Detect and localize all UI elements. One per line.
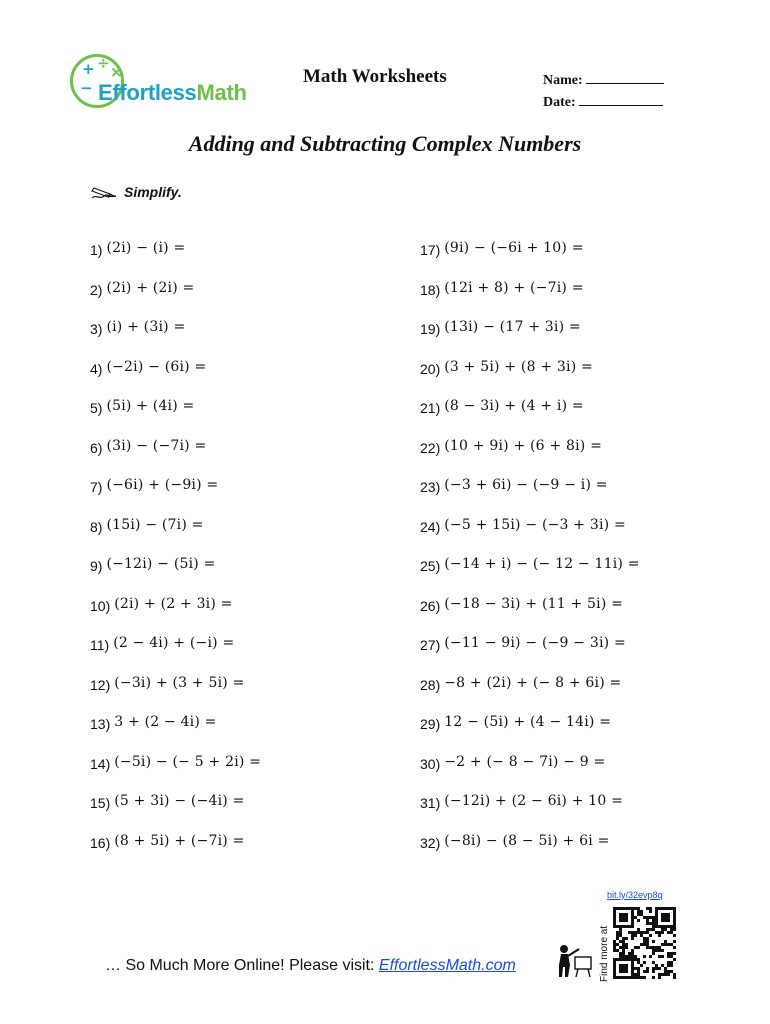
- qr-code-icon[interactable]: [613, 907, 676, 979]
- problem-item: [420, 438, 640, 478]
- problem-item: [90, 675, 261, 715]
- pencil-writing-icon: [90, 185, 118, 201]
- problem-item: [420, 635, 640, 675]
- problem-number: 15): [90, 795, 111, 811]
- name-label: Name:: [543, 73, 583, 88]
- problem-number: 23): [420, 479, 441, 495]
- problem-number: 1): [90, 242, 103, 258]
- date-blank: [579, 94, 663, 106]
- problem-item: [90, 240, 261, 280]
- problem-expression: (2i) − (i) =: [106, 240, 186, 256]
- problem-number: 2): [90, 281, 103, 298]
- problem-expression: (−12i) − (5i) =: [106, 556, 216, 572]
- problem-number: 4): [90, 360, 103, 377]
- problem-item: [90, 793, 261, 833]
- problem-number: 6): [90, 439, 103, 456]
- times-icon: ×: [110, 63, 123, 81]
- problem-item: [420, 359, 640, 399]
- problem-number: 21): [420, 400, 441, 416]
- problem-item: [90, 477, 261, 517]
- problem-expression: (−12i) + (2 − 6i) + 10 =: [444, 793, 624, 809]
- logo-text: EffortlessMath: [98, 80, 247, 105]
- problem-expression: (3 + 5i) + (8 + 3i) =: [444, 358, 593, 375]
- minus-icon: −: [80, 79, 93, 97]
- problem-number: 3): [90, 321, 103, 337]
- problem-item: [90, 280, 261, 320]
- problem-number: 5): [90, 400, 103, 416]
- problem-expression: (15i) − (7i) =: [106, 516, 204, 533]
- problem-number: 20): [420, 360, 441, 377]
- problem-expression: (12i + 8) + (−7i) =: [444, 279, 584, 296]
- problem-expression: 12 − (5i) + (4 − 14i) =: [444, 714, 612, 730]
- problem-expression: (−8i) − (8 − 5i) + 6i =: [444, 832, 610, 849]
- problem-number: 22): [420, 439, 441, 456]
- problem-expression: (−14 + i) − (− 12 − 11i) =: [444, 556, 640, 572]
- problem-expression: (2i) + (2 + 3i) =: [114, 595, 233, 612]
- date-field: [543, 94, 663, 111]
- problem-expression: −8 + (2i) + (− 8 + 6i) =: [444, 674, 622, 691]
- problem-item: [90, 517, 261, 557]
- problem-number: 26): [420, 597, 441, 614]
- name-field: [543, 72, 664, 89]
- problem-number: 29): [420, 716, 441, 732]
- problem-item: [90, 714, 261, 754]
- problem-number: 24): [420, 518, 441, 535]
- problem-item: [420, 675, 640, 715]
- footer-link[interactable]: EffortlessMath.com: [378, 957, 516, 974]
- problem-expression: (−2i) − (6i) =: [106, 358, 207, 375]
- problem-expression: (−5 + 15i) − (−3 + 3i) =: [444, 516, 626, 533]
- problem-number: 28): [420, 676, 441, 693]
- problem-item: [420, 754, 640, 794]
- problem-expression: (−3i) + (3 + 5i) =: [114, 674, 245, 691]
- problem-number: 25): [420, 558, 441, 574]
- footer-text: … So Much More Online! Please visit:: [105, 957, 379, 974]
- problem-number: 13): [90, 716, 111, 732]
- problem-number: 8): [90, 518, 103, 535]
- problem-number: 31): [420, 795, 441, 811]
- problem-expression: (5 + 3i) − (−4i) =: [114, 793, 245, 809]
- problem-expression: (2i) + (2i) =: [106, 279, 195, 296]
- problem-expression: (−5i) − (− 5 + 2i) =: [114, 753, 262, 770]
- problem-expression: (−18 − 3i) + (11 + 5i) =: [444, 595, 624, 612]
- problem-item: [420, 280, 640, 320]
- problem-expression: (−6i) + (−9i) =: [106, 477, 219, 493]
- problem-expression: −2 + (− 8 − 7i) − 9 =: [444, 753, 606, 770]
- divide-icon: ÷: [97, 54, 110, 72]
- problem-item: [90, 596, 261, 636]
- problem-number: 11): [90, 637, 110, 653]
- problem-item: [420, 833, 640, 873]
- problem-number: 32): [420, 834, 441, 851]
- problem-item: [420, 556, 640, 596]
- problem-number: 9): [90, 558, 103, 574]
- short-link[interactable]: bit.ly/32evp8q: [607, 890, 663, 900]
- problem-number: 18): [420, 281, 441, 298]
- problem-item: [420, 517, 640, 557]
- problem-expression: (2 − 4i) + (−i) =: [113, 635, 235, 651]
- instruction: [90, 184, 182, 201]
- problem-number: 16): [90, 834, 111, 851]
- worksheet-title: Math Worksheets: [303, 66, 447, 87]
- footer: [105, 957, 516, 975]
- instruction-text: Simplify.: [124, 184, 182, 200]
- date-label: Date:: [543, 95, 576, 110]
- problem-number: 12): [90, 676, 111, 693]
- problem-item: [90, 754, 261, 794]
- problem-number: 19): [420, 321, 441, 337]
- problem-expression: (i) + (3i) =: [106, 319, 186, 335]
- problem-item: [420, 793, 640, 833]
- problem-expression: (13i) − (17 + 3i) =: [444, 319, 581, 335]
- name-blank: [586, 72, 664, 84]
- problem-item: [90, 833, 261, 873]
- problem-item: [90, 398, 261, 438]
- problem-expression: (9i) − (−6i + 10) =: [444, 240, 584, 256]
- problem-item: [90, 438, 261, 478]
- problem-item: [420, 596, 640, 636]
- problem-number: 10): [90, 597, 111, 614]
- problems-right-column: [420, 240, 640, 872]
- presenter-icon: [553, 943, 593, 979]
- problem-item: [90, 556, 261, 596]
- problem-item: [90, 359, 261, 399]
- problem-item: [420, 714, 640, 754]
- effortless-math-logo: [70, 54, 255, 112]
- problem-expression: (5i) + (4i) =: [106, 398, 195, 414]
- problem-expression: (−3 + 6i) − (−9 − i) =: [444, 477, 608, 493]
- plus-icon: +: [82, 60, 95, 78]
- find-more-caption: Find more at: [599, 925, 610, 982]
- problem-item: [420, 240, 640, 280]
- problem-expression: (−11 − 9i) − (−9 − 3i) =: [444, 635, 626, 651]
- page-title: Adding and Subtracting Complex Numbers: [188, 131, 582, 156]
- problem-expression: 3 + (2 − 4i) =: [114, 714, 217, 730]
- problem-number: 27): [420, 637, 441, 653]
- problem-number: 7): [90, 479, 103, 495]
- problem-item: [90, 635, 261, 675]
- problem-number: 17): [420, 242, 441, 258]
- problem-expression: (8 − 3i) + (4 + i) =: [444, 398, 584, 414]
- problem-expression: (8 + 5i) + (−7i) =: [114, 832, 245, 849]
- problem-expression: (3i) − (−7i) =: [106, 437, 207, 454]
- problem-item: [90, 319, 261, 359]
- problem-expression: (10 + 9i) + (6 + 8i) =: [444, 437, 603, 454]
- problem-item: [420, 398, 640, 438]
- problem-item: [420, 477, 640, 517]
- problem-item: [420, 319, 640, 359]
- problems-left-column: [90, 240, 261, 872]
- problem-number: 14): [90, 755, 111, 772]
- problem-number: 30): [420, 755, 441, 772]
